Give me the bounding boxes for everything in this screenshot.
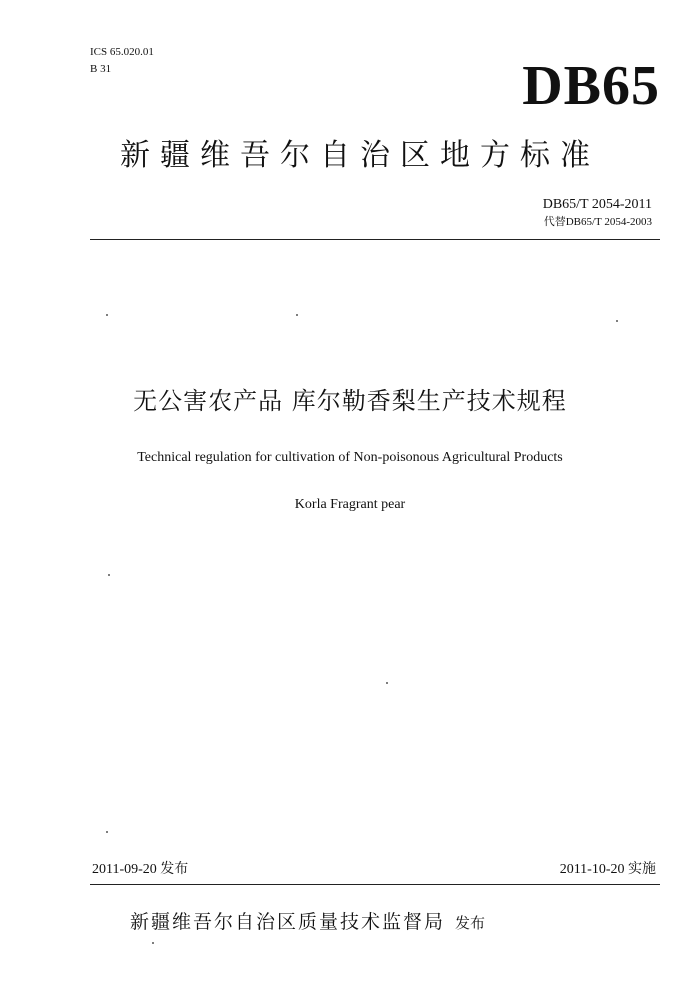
ccs-code: B 31 — [90, 63, 112, 75]
issue-label: 发布 — [455, 914, 486, 932]
authority-name: 新疆维吾尔自治区质量技术监督局 — [130, 911, 446, 933]
issuing-authority — [130, 907, 485, 934]
ics-code: ICS 65.020.01 — [90, 46, 154, 58]
classification-codes — [90, 44, 154, 78]
scan-speck — [108, 574, 110, 576]
document-title-chinese: 无公害农产品 库尔勒香梨生产技术规程 — [133, 387, 567, 415]
publish-date: 2011-09-20 发布 — [92, 862, 189, 877]
implement-date: 2011-10-20 实施 — [559, 862, 656, 877]
replaces-standard: 代替DB65/T 2054-2003 — [543, 216, 652, 228]
db-logo: DB65 — [522, 55, 660, 117]
standard-number: DB65/T 2054-2011 — [542, 197, 652, 212]
standard-category-title: 新疆维吾尔自治区地方标准 — [120, 138, 600, 173]
document-title-english: Technical regulation for cultivation of Non-poisonous Agricultural Products — [137, 450, 563, 465]
scan-speck — [106, 831, 108, 833]
standard-number-block — [543, 196, 652, 230]
scan-speck — [296, 314, 298, 316]
scan-speck — [152, 942, 154, 944]
scan-speck — [616, 320, 618, 322]
scan-speck — [106, 314, 108, 316]
bottom-divider — [90, 884, 660, 885]
scan-speck — [386, 682, 388, 684]
document-subtitle-english: Korla Fragrant pear — [294, 497, 406, 512]
top-divider — [90, 239, 660, 240]
